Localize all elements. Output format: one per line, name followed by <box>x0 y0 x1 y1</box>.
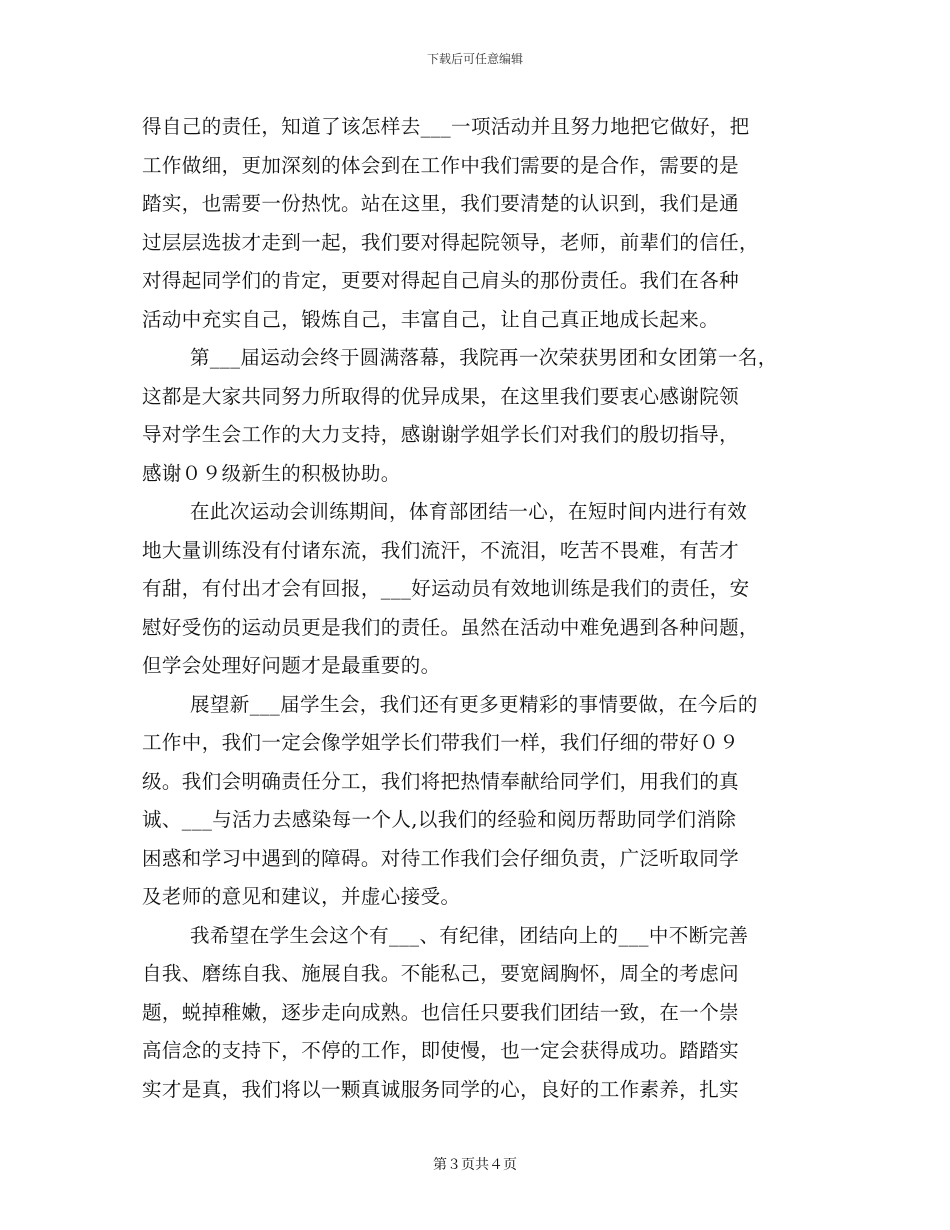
paragraph <box>142 917 808 1110</box>
document-body <box>142 108 808 1109</box>
text-line: 有甜，有付出才会有回报，___好运动员有效地训练是我们的责任，安 <box>142 577 750 600</box>
text-line: 及老师的意见和建议，并虚心接受。 <box>142 885 461 908</box>
page-footer: 第３页共４页 <box>433 1157 517 1173</box>
text-line: 感谢０９级新生的积极协助。 <box>142 461 401 485</box>
text-line: 我希望在学生会这个有___、有纪律，团结向上的___中不断完善 <box>190 923 749 947</box>
text-line: 级。我们会明确责任分工，我们将把热情奉献给同学们，用我们的真 <box>142 769 740 793</box>
text-line: 展望新___届学生会，我们还有更多更精彩的事情要做，在今后的 <box>190 692 758 716</box>
text-line: 对得起同学们的肯定，更要对得起自己肩头的那份责任。我们在各种 <box>142 269 740 292</box>
text-line: 工作中，我们一定会像学姐学长们带我们一样，我们仔细的带好０９ <box>142 731 740 754</box>
text-line: 得自己的责任，知道了该怎样去___一项活动并且努力地把它做好，把 <box>142 115 750 138</box>
text-line: 慰好受伤的运动员更是我们的责任。虽然在活动中难免遇到各种问题， <box>142 615 759 639</box>
text-line: 第___届运动会终于圆满落幕，我院再一次荣获男团和女团第一名， <box>190 346 778 369</box>
text-line: 但学会处理好问题才是最重要的。 <box>142 654 441 677</box>
page-header: 下载后可任意编辑 <box>426 52 523 66</box>
paragraph <box>142 493 808 686</box>
paragraph <box>142 686 808 917</box>
text-line: 高信念的支持下，不停的工作，即使慢，也一定会获得成功。踏踏实 <box>142 1039 740 1062</box>
text-line: 踏实，也需要一份热忱。站在这里，我们要清楚的认识到，我们是通 <box>142 192 740 215</box>
text-line: 自我、磨练自我、施展自我。不能私己，要宽阔胸怀，周全的考虑问 <box>142 962 740 985</box>
text-line: 困惑和学习中遇到的障碍。对待工作我们会仔细负责，广泛听取同学 <box>142 846 740 870</box>
text-line: 地大量训练没有付诸东流，我们流汗，不流泪，吃苦不畏难，有苦才 <box>142 538 740 562</box>
text-line: 导对学生会工作的大力支持，感谢谢学姐学长们对我们的殷切指导， <box>142 423 740 446</box>
text-line: 这都是大家共同努力所取得的优异成果，在这里我们要衷心感谢院领 <box>142 384 740 408</box>
text-line: 活动中充实自己，锻炼自己，丰富自己，让自己真正地成长起来。 <box>142 307 720 331</box>
paragraph <box>142 108 808 339</box>
paragraph <box>142 339 808 493</box>
text-line: 诚、___与活力去感染每一个人,以我们的经验和阅历帮助同学们消除 <box>142 808 737 831</box>
text-line: 工作做细，更加深刻的体会到在工作中我们需要的是合作，需要的是 <box>142 153 740 177</box>
text-line: 题，蜕掉稚嫩，逐步走向成熟。也信任只要我们团结一致，在一个崇 <box>142 1000 740 1024</box>
text-line: 实才是真，我们将以一颗真诚服务同学的心，良好的工作素养，扎实 <box>142 1077 740 1101</box>
text-line: 在此次运动会训练期间，体育部团结一心，在短时间内进行有效 <box>190 500 748 523</box>
text-line: 过层层选拔才走到一起，我们要对得起院领导，老师，前辈们的信任， <box>142 230 759 254</box>
